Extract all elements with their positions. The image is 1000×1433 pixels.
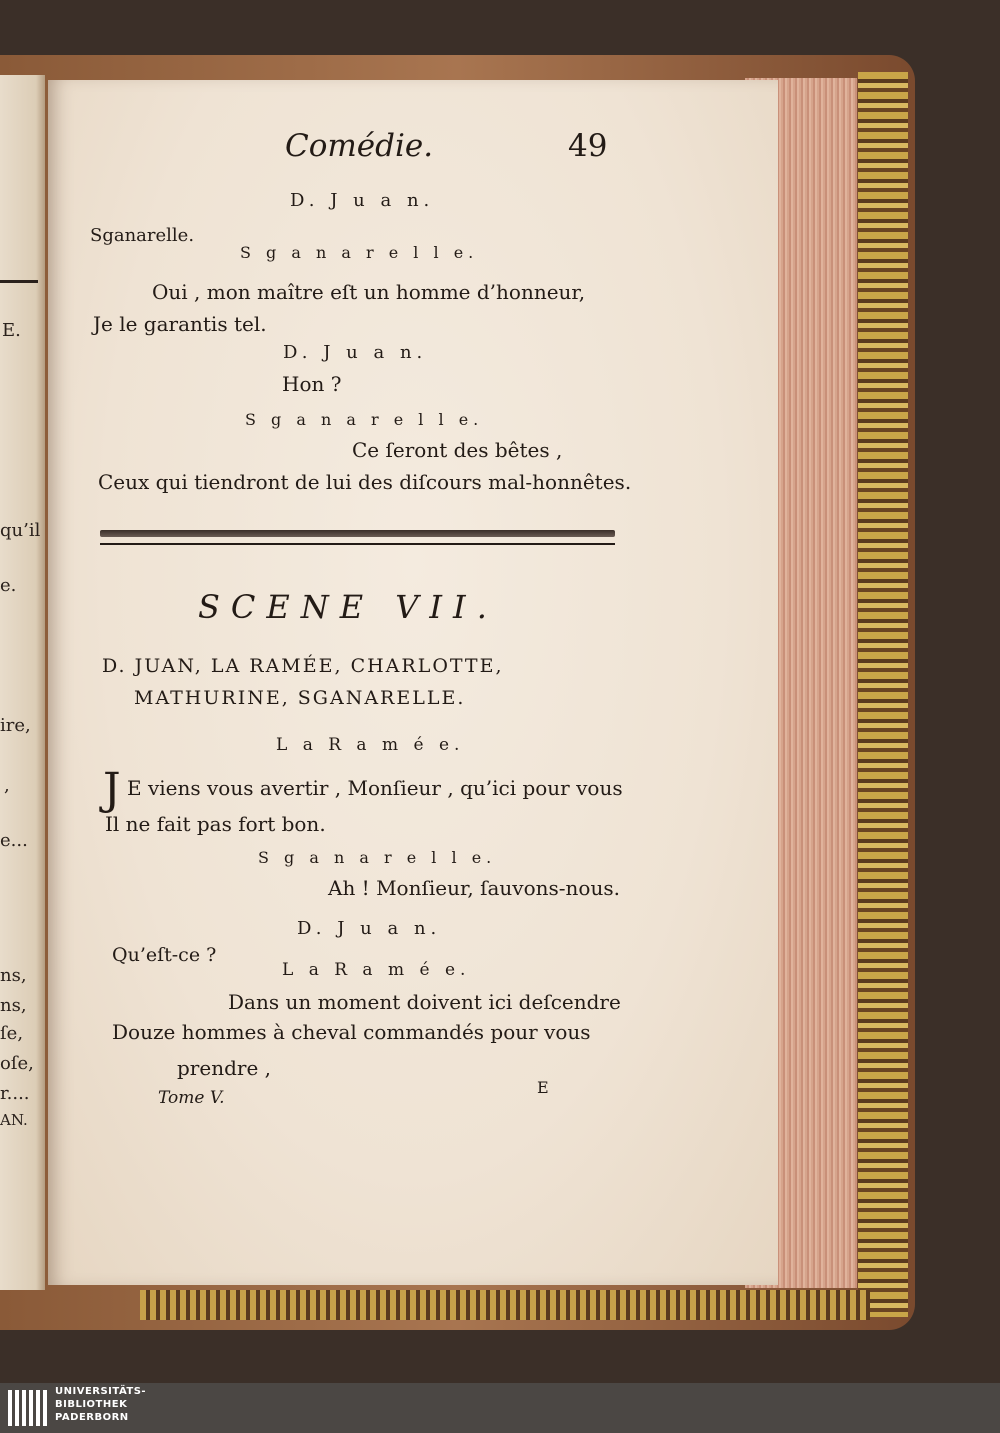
library-name-line: BIBLIOTHEK [55, 1399, 128, 1410]
left-page-fragment: ns, [0, 995, 27, 1016]
left-page-fragment: ns, [0, 965, 27, 986]
signature-mark: Tome V. [158, 1088, 225, 1108]
gilded-bottom-edge [140, 1290, 870, 1320]
left-page-fragment: oſe, [0, 1053, 34, 1074]
verse-line: prendre , [177, 1056, 271, 1080]
left-page-fragment: e... [0, 830, 28, 851]
library-logo-icon [8, 1390, 48, 1426]
scene-characters: MATHURINE, SGANARELLE. [134, 687, 466, 709]
page-number: 49 [568, 128, 608, 164]
verse-line: Dans un moment doivent ici deſcendre [228, 990, 621, 1014]
library-footer-bar [0, 1383, 1000, 1433]
verse-line: Hon ? [282, 372, 342, 396]
gathering-signature: E [537, 1078, 549, 1097]
gilded-spine-edge [858, 72, 908, 1317]
left-page-fragment: ire, [0, 715, 31, 736]
scene-divider-thick [100, 530, 615, 537]
speaker-name: S g a n a r e l l e. [245, 410, 484, 429]
verse-line: Qu’eſt-ce ? [112, 944, 217, 966]
left-page-fragment: ſe, [0, 1023, 24, 1044]
scene-characters: D. JUAN, LA RAMÉE, CHARLOTTE, [102, 655, 504, 677]
speaker-name: L a R a m é e. [276, 735, 465, 755]
drop-cap: J [103, 764, 121, 815]
left-page-fragment: qu’il [0, 520, 41, 541]
left-page-fragment: E. [2, 320, 21, 341]
left-page-fragment: r.... [0, 1083, 30, 1104]
speaker-name: S g a n a r e l l e. [258, 848, 497, 867]
speaker-name: L a R a m é e. [282, 960, 471, 980]
verse-line: Il ne fait pas fort bon. [105, 812, 326, 836]
verse-line: Ce ſeront des bêtes , [352, 438, 563, 462]
running-head-title: Comédie. [285, 128, 434, 164]
speaker-name: D. J u a n. [290, 190, 435, 211]
verse-line: Ah ! Monſieur, ſauvons-nous. [328, 876, 620, 900]
speaker-name: D. J u a n. [283, 342, 428, 363]
library-name-line: PADERBORN [55, 1412, 129, 1423]
left-page-edge [0, 75, 45, 1290]
speaker-name: D. J u a n. [297, 918, 442, 939]
left-page-fragment: , [4, 775, 10, 796]
speaker-name: S g a n a r e l l e. [240, 243, 479, 262]
scene-heading: SCENE VII. [198, 588, 498, 626]
left-page-fragment: e. [0, 575, 17, 596]
addressee-text: Sganarelle. [90, 225, 195, 246]
verse-line: Ceux qui tiendront de lui des diſcours mal-honnêtes. [98, 470, 632, 494]
left-page-rule [0, 280, 38, 283]
verse-line: Je le garantis tel. [93, 312, 267, 336]
verse-line: Oui , mon maître eſt un homme d’honneur, [152, 280, 586, 304]
verse-line: Douze hommes à cheval commandés pour vous [112, 1020, 591, 1044]
scene-divider-thin [100, 543, 615, 545]
left-page-fragment: AN. [0, 1111, 28, 1129]
library-name-line: UNIVERSITÄTS- [55, 1386, 147, 1397]
verse-line: E viens vous avertir , Monſieur , qu’ici pour vous [127, 776, 623, 800]
